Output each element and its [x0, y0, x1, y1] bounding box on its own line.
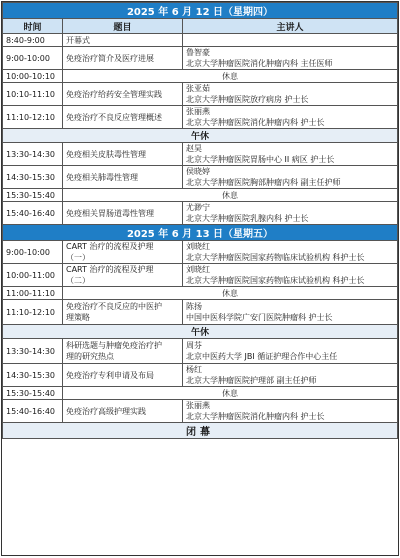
speaker-cell — [183, 364, 398, 387]
topic-line: 科研选题与肿瘤免疫治疗护 — [66, 341, 162, 350]
time-cell: 15:30-15:40 — [3, 189, 63, 202]
day2-title: 2025 年 6 月 13 日（星期五） — [3, 225, 398, 241]
closing-label: 闭幕 — [3, 423, 398, 439]
break-row — [3, 287, 398, 300]
topic-cell — [63, 400, 183, 423]
time-cell: 15:40-16:40 — [3, 400, 63, 423]
schedule-page — [1, 1, 399, 556]
table-row — [3, 34, 398, 47]
speaker-cell — [183, 202, 398, 225]
break-row — [3, 70, 398, 83]
topic-cell — [63, 264, 183, 287]
topic-line: 理策略 — [66, 313, 90, 322]
speaker-name: 张丽燕 — [186, 107, 210, 116]
header-topic: 题目 — [63, 19, 183, 34]
topic-line: CART 治疗的流程及护理 — [66, 242, 154, 251]
speaker-affiliation: 北京大学肿瘤医院国家药物临床试验机构 科护士长 — [186, 253, 365, 262]
time-cell: 15:30-15:40 — [3, 387, 63, 400]
speaker-cell — [183, 300, 398, 325]
speaker-name: 张亚茹 — [186, 84, 210, 93]
topic-line: 免疫治疗不良反应的中医护 — [66, 302, 162, 311]
break-row — [3, 189, 398, 202]
speaker-affiliation: 北京大学肿瘤医院乳腺内科 护士长 — [186, 214, 309, 223]
break-label: 休息 — [63, 287, 398, 300]
topic-cell: 免疫治疗简介及医疗进展 — [63, 47, 183, 70]
table-row — [3, 166, 398, 189]
break-label: 休息 — [63, 189, 398, 202]
topic-cell: 免疫相关皮肤毒性管理 — [63, 143, 183, 166]
speaker-name: 周芬 — [186, 341, 202, 350]
speaker-cell — [183, 166, 398, 189]
time-cell: 8:40-9:00 — [3, 34, 63, 47]
table-row — [3, 106, 398, 129]
table-row — [3, 143, 398, 166]
topic-line: （一） — [66, 253, 90, 262]
table-row — [3, 300, 398, 325]
speaker-cell — [183, 400, 398, 423]
closing-row — [3, 423, 398, 439]
time-cell: 14:30-15:30 — [3, 364, 63, 387]
table-row — [3, 264, 398, 287]
topic-line: （二） — [66, 276, 90, 285]
header-time: 时间 — [3, 19, 63, 34]
speaker-name: 刘晓红 — [186, 265, 210, 274]
speaker-affiliation: 北京大学肿瘤医院胸部肿瘤内科 副主任护师 — [186, 178, 341, 187]
speaker-affiliation: 北京大学肿瘤医院消化肿瘤内科 护士长 — [186, 412, 325, 421]
speaker-cell — [183, 339, 398, 364]
speaker-cell — [183, 34, 398, 47]
table-row — [3, 400, 398, 423]
table-row — [3, 364, 398, 387]
topic-line: CART 治疗的流程及护理 — [66, 265, 154, 274]
break-label: 休息 — [63, 70, 398, 83]
speaker-cell — [183, 83, 398, 106]
speaker-name: 张丽燕 — [186, 401, 210, 410]
speaker-affiliation: 北京大学肿瘤医院消化肿瘤内科 主任医师 — [186, 59, 333, 68]
speaker-cell — [183, 241, 398, 264]
day2-title-row — [3, 225, 398, 241]
time-cell: 11:10-12:10 — [3, 106, 63, 129]
speaker-name: 刘晓红 — [186, 242, 210, 251]
topic-cell: 免疫治疗不良反应管理概述 — [63, 106, 183, 129]
topic-line: 理的研究热点 — [66, 352, 114, 361]
speaker-affiliation: 北京大学肿瘤医院放疗病房 护士长 — [186, 95, 309, 104]
topic-cell: 免疫相关胃肠道毒性管理 — [63, 202, 183, 225]
time-cell: 11:00-11:10 — [3, 287, 63, 300]
topic-line: 免疫治疗专利申请及布局 — [66, 370, 154, 380]
time-cell: 9:00-10:00 — [3, 241, 63, 264]
speaker-name: 杨红 — [186, 365, 202, 374]
speaker-affiliation: 北京中医药大学 JBI 循证护理合作中心主任 — [186, 352, 338, 361]
time-cell: 15:40-16:40 — [3, 202, 63, 225]
day1-title-row — [3, 3, 398, 19]
time-cell: 10:10-11:10 — [3, 83, 63, 106]
lunch-label: 午休 — [3, 129, 398, 143]
speaker-affiliation: 北京大学肿瘤医院护理部 副主任护师 — [186, 376, 317, 385]
lunch-row — [3, 325, 398, 339]
table-row — [3, 339, 398, 364]
lunch-label: 午休 — [3, 325, 398, 339]
break-row — [3, 387, 398, 400]
speaker-affiliation: 北京大学肿瘤医院消化肿瘤内科 护士长 — [186, 118, 325, 127]
topic-line: 免疫治疗高级护理实践 — [66, 406, 146, 416]
time-cell: 10:00-10:10 — [3, 70, 63, 83]
speaker-affiliation: 北京大学肿瘤医院胃肠中心 II 病区 护士长 — [186, 155, 335, 164]
speaker-cell — [183, 47, 398, 70]
topic-cell: 免疫治疗给药安全管理实践 — [63, 83, 183, 106]
header-row — [3, 19, 398, 34]
table-row — [3, 47, 398, 70]
speaker-name: 赵昊 — [186, 144, 202, 153]
speaker-name: 鲁智豪 — [186, 48, 210, 57]
break-label: 休息 — [63, 387, 398, 400]
speaker-name: 陈扬 — [186, 302, 202, 311]
table-row — [3, 241, 398, 264]
time-cell: 13:30-14:30 — [3, 339, 63, 364]
time-cell: 11:10-12:10 — [3, 300, 63, 325]
speaker-name: 侯晓婷 — [186, 167, 210, 176]
speaker-cell — [183, 264, 398, 287]
topic-cell — [63, 364, 183, 387]
speaker-cell — [183, 143, 398, 166]
lunch-row — [3, 129, 398, 143]
speaker-affiliation: 中国中医科学院广安门医院肿瘤科 护士长 — [186, 313, 333, 322]
time-cell: 10:00-11:00 — [3, 264, 63, 287]
speaker-affiliation: 北京大学肿瘤医院国家药物临床试验机构 科护士长 — [186, 276, 365, 285]
topic-cell — [63, 241, 183, 264]
topic-cell: 免疫相关肺毒性管理 — [63, 166, 183, 189]
time-cell: 14:30-15:30 — [3, 166, 63, 189]
time-cell: 9:00-10:00 — [3, 47, 63, 70]
header-speaker: 主讲人 — [183, 19, 398, 34]
table-row — [3, 83, 398, 106]
speaker-cell — [183, 106, 398, 129]
topic-cell — [63, 300, 183, 325]
schedule-table — [2, 2, 398, 439]
topic-cell — [63, 339, 183, 364]
speaker-name: 尤渺宁 — [186, 203, 210, 212]
day1-title: 2025 年 6 月 12 日（星期四） — [3, 3, 398, 19]
time-cell: 13:30-14:30 — [3, 143, 63, 166]
table-row — [3, 202, 398, 225]
topic-cell: 开幕式 — [63, 34, 183, 47]
